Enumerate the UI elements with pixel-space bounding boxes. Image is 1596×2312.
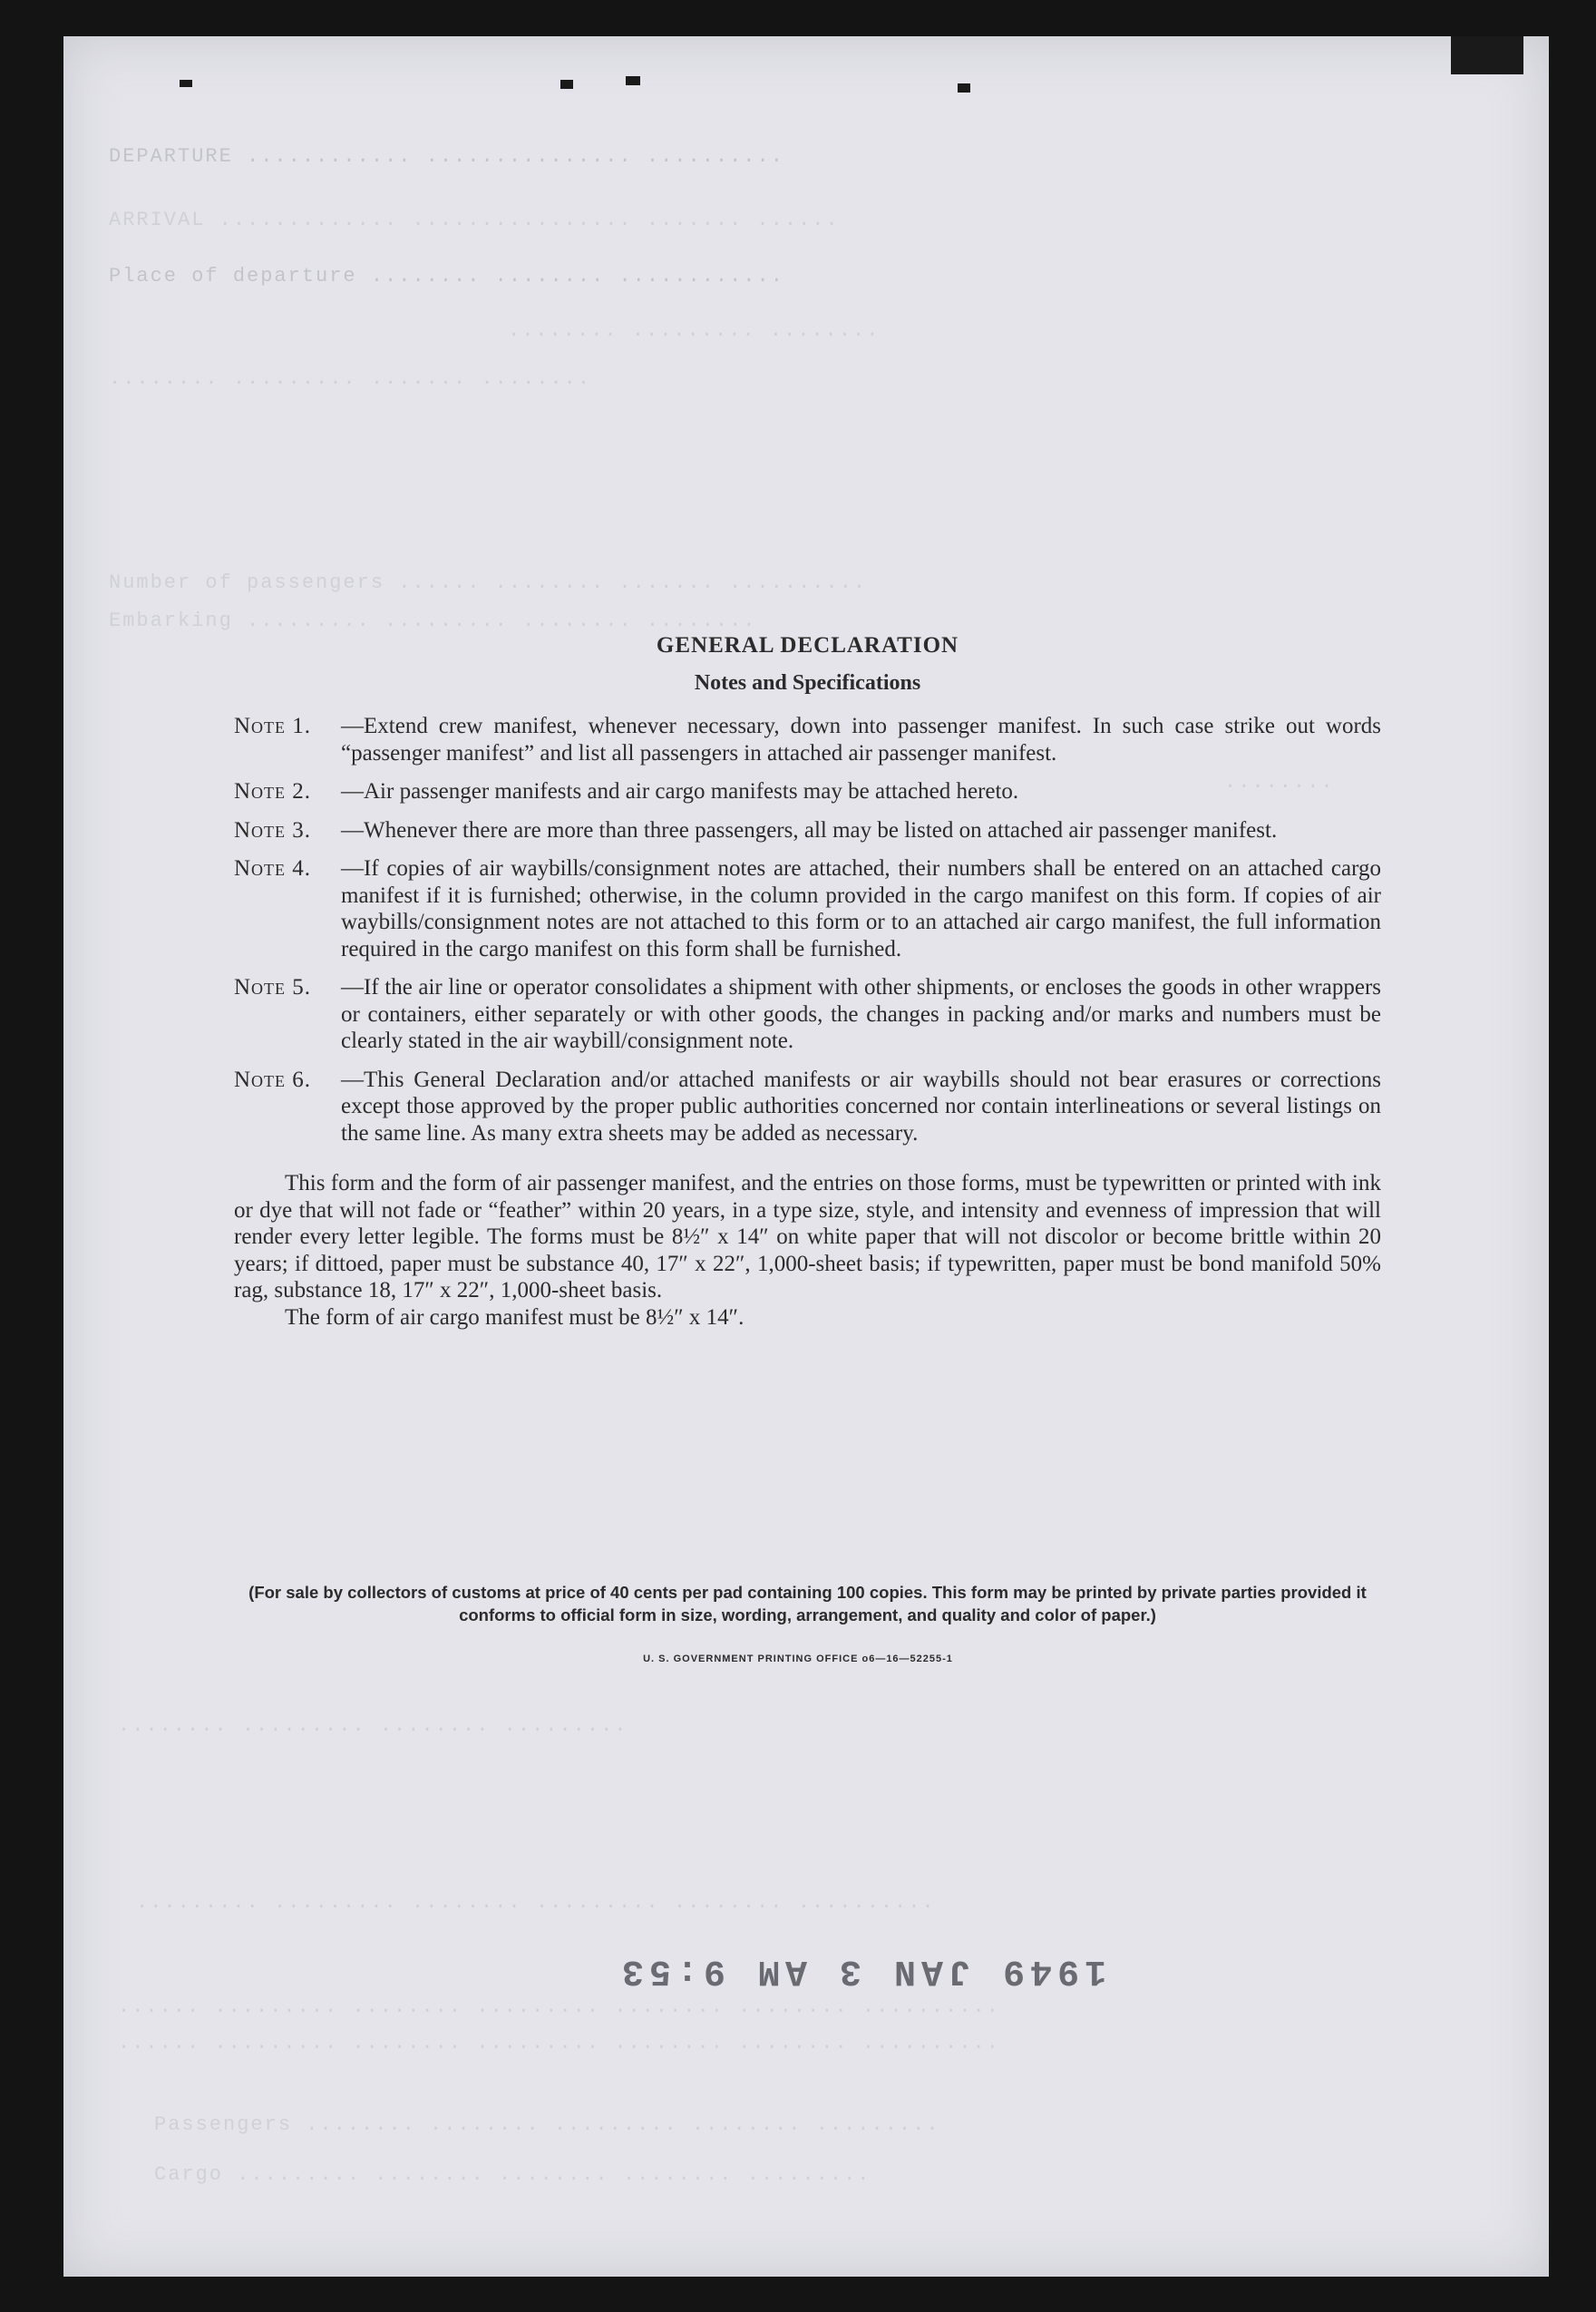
note-label: Note 4. [234,856,312,881]
note-label: Note 3. [234,817,312,843]
punch-mark [180,80,192,87]
cargo-manifest-size-paragraph: The form of air cargo manifest must be 8½″ x 14″. [285,1304,744,1330]
note-2 [234,778,1381,805]
time-stamp-show-through: 1949 JAN 3 AM 9:53 [617,1950,1107,1991]
note-4 [234,855,1381,962]
torn-corner [1451,36,1523,74]
note-text: —Extend crew manifest, whenever necessary, down into passenger manifest. In such case strike out words “passenger manifest” and list all passengers in attached air passenger manifest. [341,714,1381,766]
note-text: —Whenever there are more than three passengers, all may be listed on attached air passenger manifest. [341,817,1278,843]
notes-section [234,632,1381,1331]
punch-mark [626,76,640,85]
note-1 [234,713,1381,766]
punch-mark [958,83,970,93]
note-5 [234,974,1381,1055]
punch-mark [560,80,573,89]
form-specifications-paragraph: This form and the form of air passenger manifest, and the entries on those forms, must be typewritten or printed with ink or dye that will not fade or “feather” within 20 years, in a type size, style, and intensity and evenness of impression that will render every letter legible. The forms must be 8½″ x 14″ on white paper that will not discolor or become brittle within 20 years; if dittoed, paper must be substance 40, 17″ x 22″, 1,000-sheet basis; if typewritten, paper must be bond manifold 50% rag, substance 18, 17″ x 22″, 1,000-sheet basis. [234,1171,1381,1302]
sale-notice: (For sale by collectors of customs at price of 40 cents per pad containing 100 copies. This form may be printed by private parties provided it conforms to official form in size, wording, arrangement, and quality and color of paper.) [248,1583,1367,1624]
note-text: —If the air line or operator consolidates a shipment with other shipments, or encloses the goods in other wrappers or containers, either separately or with other goods, the changes in packing and/or marks and numbers must be clearly stated in the air waybill/consignment note. [341,975,1381,1053]
note-label: Note 5. [234,975,312,1000]
printer-imprint: U. S. GOVERNMENT PRINTING OFFICE o6—16—52255-1 [643,1654,953,1664]
note-3 [234,817,1381,844]
note-text: —This General Declaration and/or attached manifests or air waybills should not bear erasures or corrections except those approved by the proper public authorities concerned nor contain interlineations or several listings on the same line. As many extra sheets may be added as necessary. [341,1067,1381,1146]
note-text: —Air passenger manifests and air cargo manifests may be attached hereto. [341,779,1019,804]
note-label: Note 6. [234,1067,312,1092]
page-subtitle: Notes and Specifications [694,670,921,695]
note-text: —If copies of air waybills/consignment notes are attached, their numbers shall be entered on an attached cargo manifest if it is furnished; otherwise, in the column provided in the cargo manifest on this form. If copies of air waybills/consignment notes are not attached to this form or to an attached air cargo manifest, the full information required in the cargo manifest on this form shall be furnished. [341,856,1381,961]
note-6 [234,1067,1381,1147]
note-label: Note 2. [234,779,312,804]
page-title: GENERAL DECLARATION [656,633,959,658]
note-label: Note 1. [234,714,312,738]
